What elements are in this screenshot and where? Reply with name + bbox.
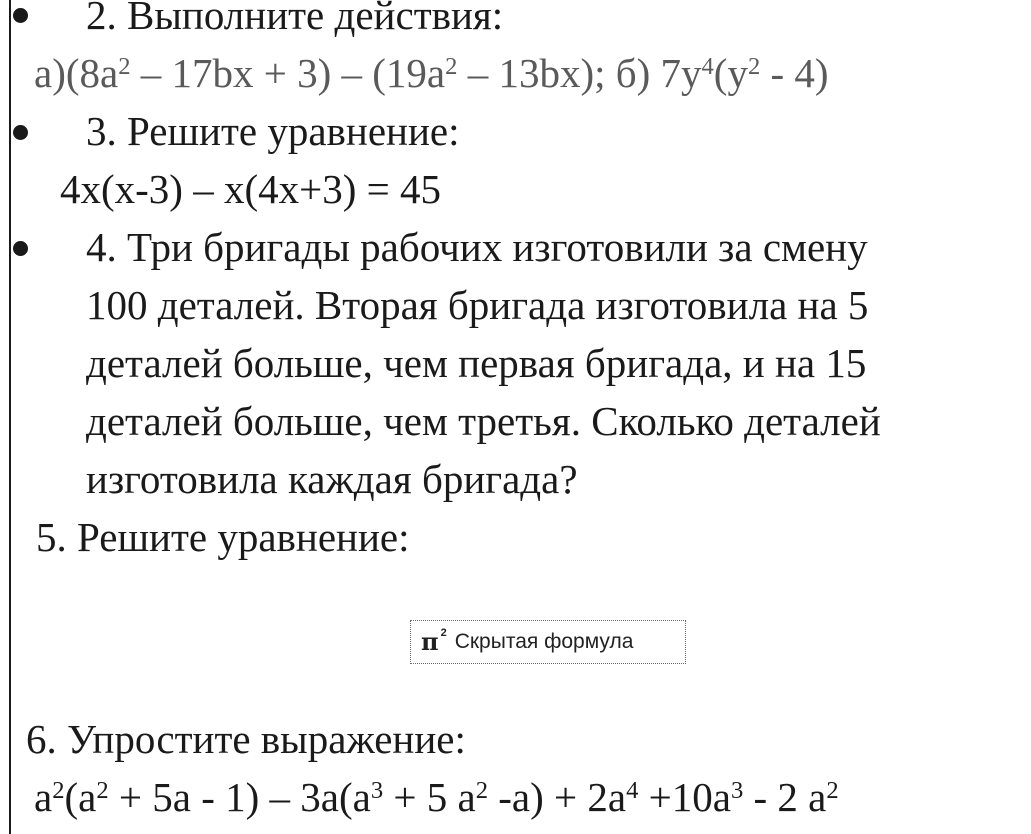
task-4-line-3: деталей больше, чем первая бригада, и на 15 [86, 340, 867, 386]
expr-part: - 4) [760, 50, 829, 96]
expr-part: -a) + 2a [488, 774, 627, 820]
bullet-task-2 [13, 8, 28, 23]
exponent: 2 [747, 53, 761, 81]
exponent: 2 [52, 777, 65, 805]
exponent: 2 [475, 777, 489, 805]
exponent: 4 [701, 53, 714, 81]
exponent: 2 [826, 777, 839, 805]
left-border-line [9, 0, 11, 834]
task-2-heading: 2. Выполните действия: [86, 0, 504, 38]
expr-part: + 5 a [383, 774, 476, 820]
task-5-heading: 5. Решите уравнение: [36, 514, 410, 560]
exponent: 3 [730, 777, 744, 805]
exponent: 3 [370, 777, 384, 805]
expr-part: а)(8a [34, 50, 119, 96]
exponent: 2 [118, 53, 131, 81]
hidden-formula-button[interactable] [410, 620, 686, 664]
expr-part: (a [64, 774, 97, 820]
expr-part: a [34, 774, 53, 820]
expr-part: +10a [638, 774, 731, 820]
exponent: 2 [96, 777, 109, 805]
expr-part: – 17bx + 3) – (19a [130, 50, 446, 96]
pi-squared-icon-exponent: 2 [440, 627, 447, 639]
task-3-equation: 4x(x-3) – x(4x+3) = 45 [60, 166, 442, 212]
task-2-expression [34, 44, 829, 102]
bullet-task-4 [13, 241, 28, 256]
exponent: 4 [626, 777, 639, 805]
task-3-heading: 3. Решите уравнение: [86, 108, 460, 154]
exponent: 2 [445, 53, 458, 81]
task-6-heading: 6. Упростите выражение: [26, 716, 466, 762]
hidden-formula-label: Скрытая формула [454, 630, 634, 653]
task-4-line-1: 4. Три бригады рабочих изготовили за смену [86, 224, 868, 270]
task-4-line-5: изготовила каждая бригада? [86, 456, 578, 502]
expr-part: – 13bx); б) 7y [457, 50, 702, 96]
task-4-line-4: деталей больше, чем третья. Сколько деталей [86, 398, 881, 444]
expr-part: + 5a - 1) – 3a(a [108, 774, 371, 820]
task-6-expression [34, 768, 839, 826]
expr-part: - 2 a [743, 774, 827, 820]
task-4-line-2: 100 деталей. Вторая бригада изготовила на 5 [86, 282, 869, 328]
bullet-task-3 [13, 125, 28, 140]
expr-part: (y [713, 50, 748, 96]
pi-squared-icon: π [421, 626, 439, 656]
